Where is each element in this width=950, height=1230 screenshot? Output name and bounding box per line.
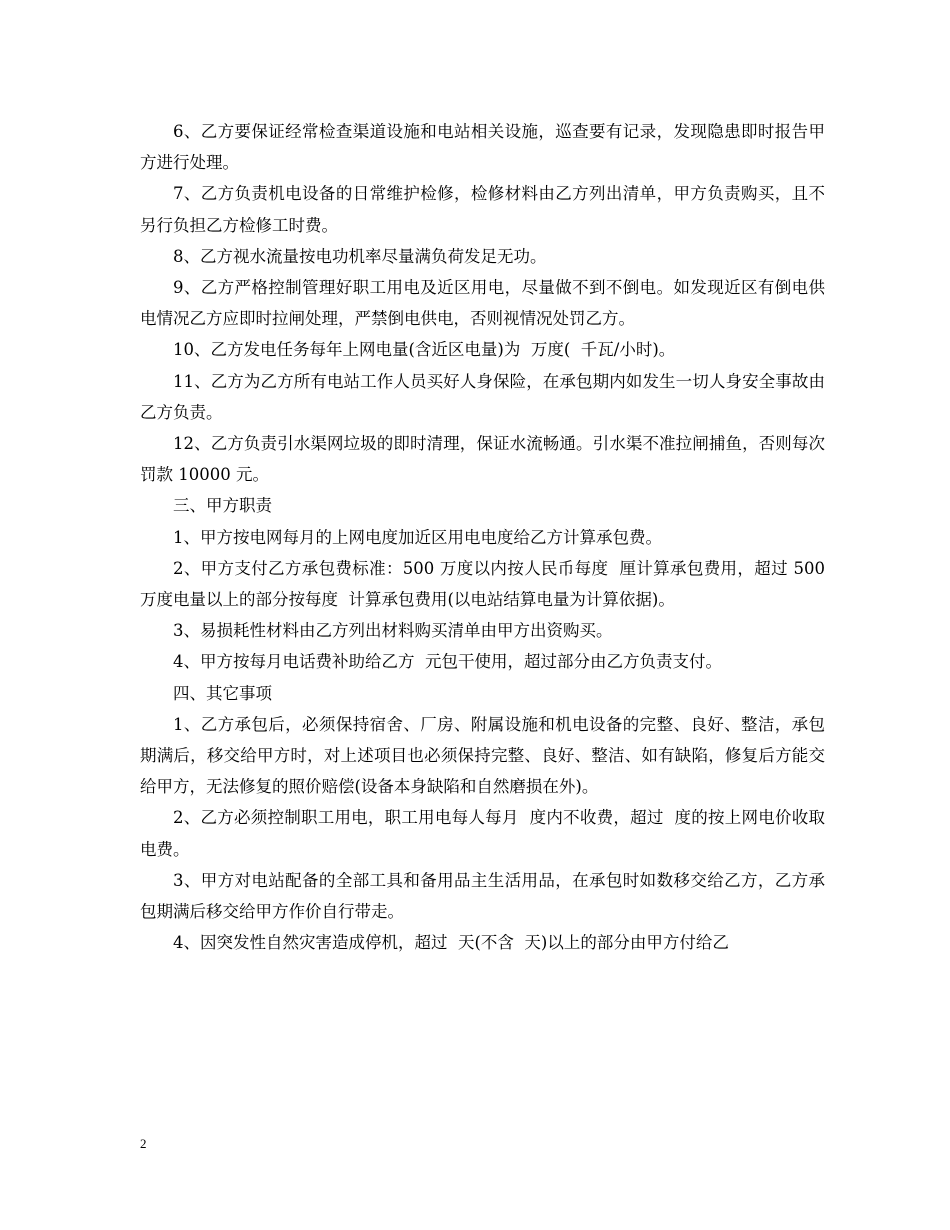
paragraph: 4、甲方按每月电话费补助给乙方 元包干使用，超过部分由乙方负责支付。 — [173, 652, 722, 672]
paragraph: 9、乙方严格控制管理好职工用电及近区用电，尽量做不到不倒电。如发现近区有倒电供电情况乙方应即时拉闸处理，严禁倒电供电，否则视情况处罚乙方。 — [140, 278, 825, 329]
paragraph: 4、因突发性自然灾害造成停机，超过 天(不含 天)以上的部分由甲方付给乙 — [173, 933, 729, 953]
page-number: 2 — [140, 1136, 147, 1151]
paragraph: 6、乙方要保证经常检查渠道设施和电站相关设施，巡查要有记录，发现隐患即时报告甲方进行处理。 — [140, 122, 825, 173]
paragraph: 12、乙方负责引水渠网垃圾的即时清理，保证水流畅通。引水渠不准拉闸捕鱼，否则每次罚款 10000 元。 — [140, 434, 825, 485]
paragraph: 7、乙方负责机电设备的日常维护检修，检修材料由乙方列出清单，甲方负责购买，且不另行负担乙方检修工时费。 — [140, 184, 825, 235]
paragraph: 10、乙方发电任务每年上网电量(含近区电量)为 万度( 千瓦/小时)。 — [173, 340, 676, 360]
document-body — [140, 116, 831, 958]
paragraph: 3、易损耗性材料由乙方列出材料购买清单由甲方出资购买。 — [173, 621, 613, 641]
section-heading: 四、其它事项 — [173, 683, 272, 703]
paragraph: 11、乙方为乙方所有电站工作人员买好人身保险，在承包期内如发生一切人身安全事故由乙方负责。 — [140, 371, 825, 422]
paragraph: 2、甲方支付乙方承包费标准：500 万度以内按人民币每度 厘计算承包费用，超过 500 万度电量以上的部分按每度 计算承包费用(以电站结算电量为计算依据)。 — [140, 558, 831, 610]
paragraph: 3、甲方对电站配备的全部工具和备用品主生活用品，在承包时如数移交给乙方，乙方承包期满后移交给甲方作价自行带走。 — [140, 870, 825, 922]
paragraph: 8、乙方视水流量按电功机率尽量满负荷发足无功。 — [173, 246, 547, 266]
paragraph: 1、乙方承包后，必须保持宿舍、厂房、附属设施和机电设备的完整、良好、整洁，承包期满后，移交给甲方时，对上述项目也必须保持完整、良好、整洁、如有缺陷，修复后方能交给甲方，无法修复的照价赔偿(设备本身缺陷和自然磨损在外)。 — [140, 714, 825, 797]
paragraph: 1、甲方按电网每月的上网电度加近区用电电度给乙方计算承包费。 — [173, 527, 662, 547]
section-heading: 三、甲方职责 — [173, 496, 272, 516]
paragraph: 2、乙方必须控制职工用电，职工用电每人每月 度内不收费，超过 度的按上网电价收取电费。 — [140, 808, 825, 859]
